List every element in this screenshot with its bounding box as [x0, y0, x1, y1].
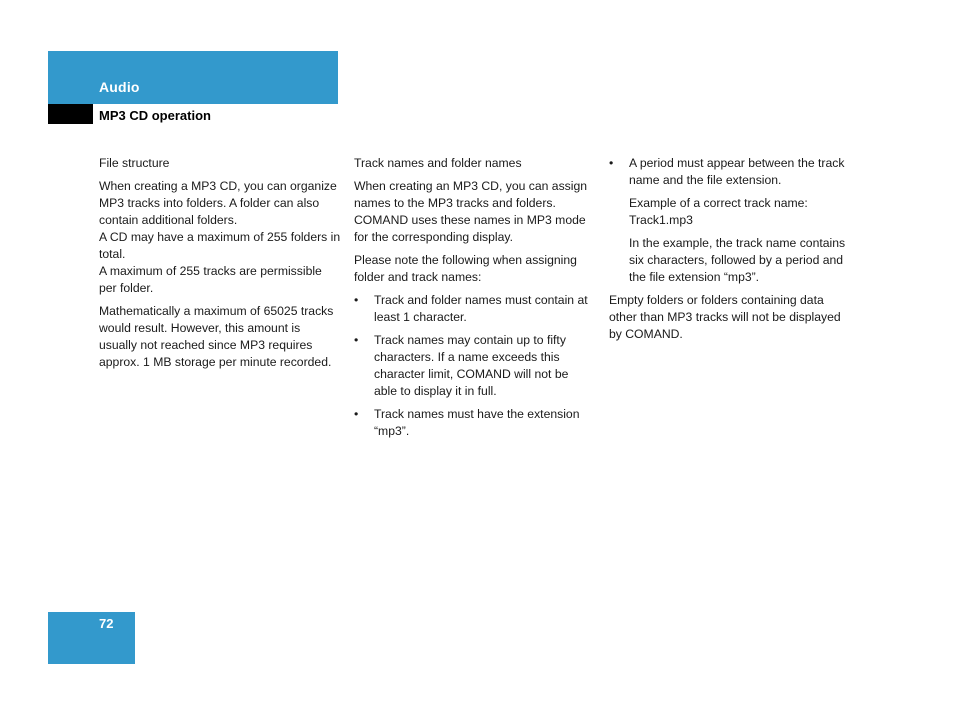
paragraph: When creating a MP3 CD, you can organize MP3 tracks into folders. A folder can also contain additional folders.	[99, 179, 337, 227]
chapter-title: Audio	[99, 79, 140, 95]
example-value: Track1.mp3	[629, 213, 693, 227]
section-marker	[48, 104, 93, 124]
paragraph: A maximum of 255 tracks are permissible per folder.	[99, 264, 322, 295]
column-track-names	[354, 155, 594, 446]
naming-rules-list	[354, 292, 594, 440]
paragraph: Empty folders or folders containing data other than MP3 tracks will not be displayed by COMAND.	[609, 293, 841, 341]
example-note: In the example, the track name contains six characters, followed by a period and the file extension “mp3”.	[629, 236, 846, 284]
section-title: MP3 CD operation	[99, 108, 211, 123]
paragraph: Please note the following when assigning folder and track names:	[354, 253, 577, 284]
column-file-structure	[99, 155, 341, 377]
paragraph: When creating an MP3 CD, you can assign names to the MP3 tracks and folders. COMAND uses these names in MP3 mode for the corresponding display.	[354, 179, 588, 244]
file-structure-heading: File structure	[99, 156, 170, 170]
chapter-header-band	[48, 51, 338, 104]
paragraph: A CD may have a maximum of 255 folders in total.	[99, 230, 341, 261]
list-item: • Track names must have the extension “mp3”.	[354, 406, 594, 440]
period-rule-list	[609, 155, 849, 189]
column-period-rule	[609, 155, 849, 349]
page-number-box	[48, 612, 135, 664]
track-names-heading: Track names and folder names	[354, 156, 522, 170]
example-label: Example of a correct track name:	[629, 196, 808, 210]
list-item: • Track and folder names must contain at least 1 character.	[354, 292, 594, 326]
list-item: • A period must appear between the track name and the file extension.	[609, 155, 849, 189]
list-item: • Track names may contain up to fifty characters. If a name exceeds this character limit, COMAND will not be able to display it in full.	[354, 332, 594, 400]
paragraph: Mathematically a maximum of 65025 tracks would result. However, this amount is usually not reached since MP3 requires approx. 1 MB storage per minute recorded.	[99, 304, 334, 369]
page-number: 72	[99, 616, 114, 631]
